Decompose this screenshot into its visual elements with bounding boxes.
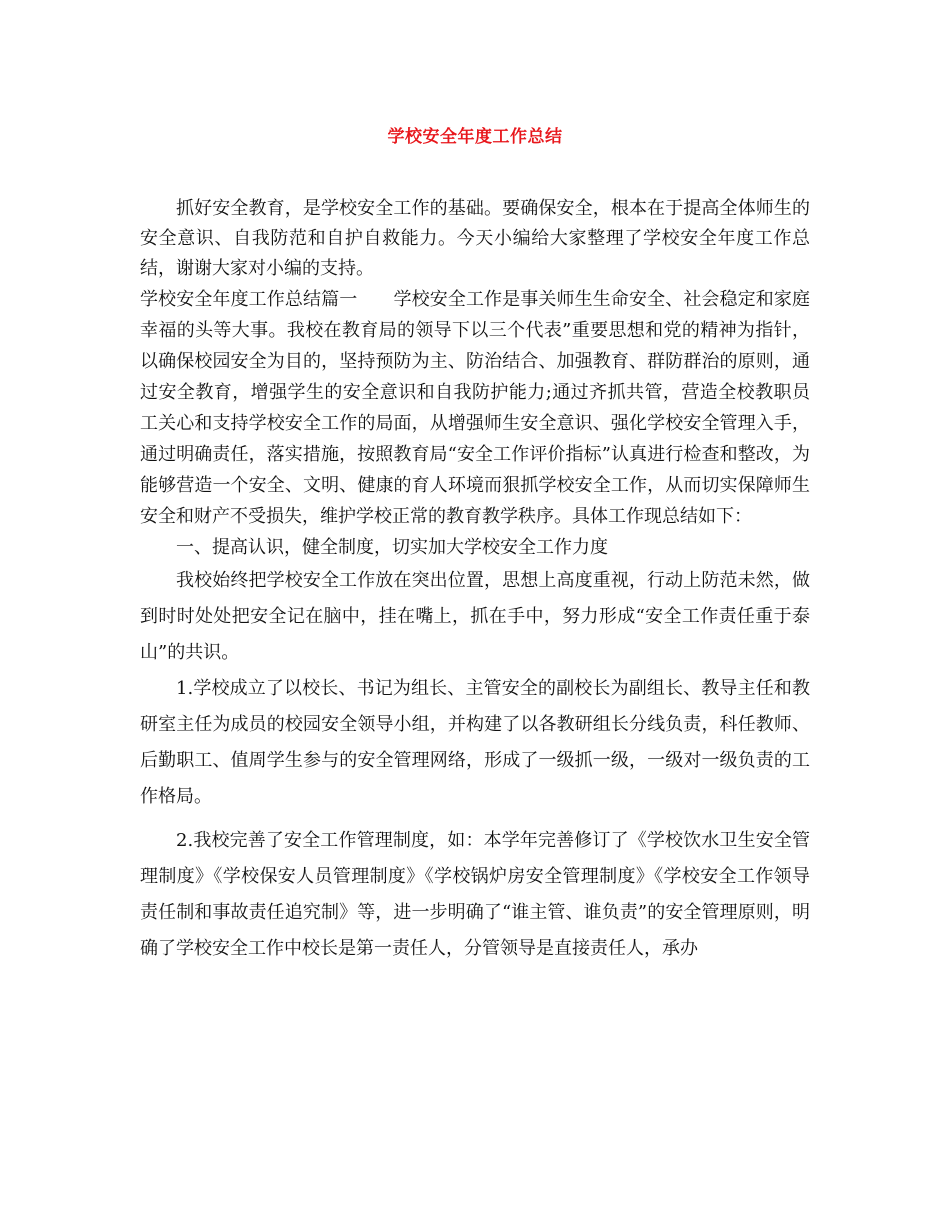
intro-paragraph: 抓好安全教育，是学校安全工作的基础。要确保安全，根本在于提高全体师生的安全意识、自我防范和自护自救能力。今天小编给大家整理了学校安全年度工作总结，谢谢大家对小编的支持。 xyxy=(140,198,810,279)
document-title: 学校安全年度工作总结 xyxy=(387,127,563,147)
list-item-2: 2.我校完善了安全工作管理制度，如：本学年完善修订了《学校饮水卫生安全管理制度》《学校保安人员管理制度》《学校锅炉房安全管理制度》《学校安全工作领导责任制和事故责任追究制》等，进一步明确了“谁主管、谁负责”的安全管理原则，明确了学校安全工作中校长是第一责任人，分管领导是直接责任人，承办 xyxy=(140,830,810,959)
part-one-paragraph xyxy=(140,284,810,532)
list-item-1: 1.学校成立了以校长、书记为组长、主管安全的副校长为副组长、教导主任和教研室主任为成员的校园安全领导小组，并构建了以各教研组长分线负责，科任教师、后勤职工、值周学生参与的安全管理网络，形成了一级抓一级，一级对一级负责的工作格局。 xyxy=(140,678,810,807)
part-heading: 学校安全年度工作总结篇一 xyxy=(140,289,358,310)
document-body xyxy=(140,194,810,967)
part-body: 学校安全工作是事关师生生命安全、社会稳定和家庭幸福的头等大事。我校在教育局的领导下以三个代表”重要思想和党的精神为指针，以确保校园安全为目的，坚持预防为主、防治结合、加强教育、群防群治的原则，通过安全教育，增强学生的安全意识和自我防护能力;通过齐抓共管，营造全校教职员工关心和支持学校安全工作的局面，从增强师生安全意识、强化学校安全管理入手，通过明确责任，落实措施，按照教育局“安全工作评价指标”认真进行检查和整改，为能够营造一个安全、文明、健康的育人环境而狠抓学校安全工作，从而切实保障师生安全和财产不受损失，维护学校正常的教育教学秩序。具体工作现总结如下： xyxy=(140,289,811,527)
section-one-heading: 一、提高认识，健全制度，切实加大学校安全工作力度 xyxy=(176,537,608,558)
section-one-body: 我校始终把学校安全工作放在突出位置，思想上高度重视，行动上防范未然，做到时时处处把安全记在脑中，挂在嘴上，抓在手中，努力形成“安全工作责任重于泰山”的共识。 xyxy=(140,570,810,663)
